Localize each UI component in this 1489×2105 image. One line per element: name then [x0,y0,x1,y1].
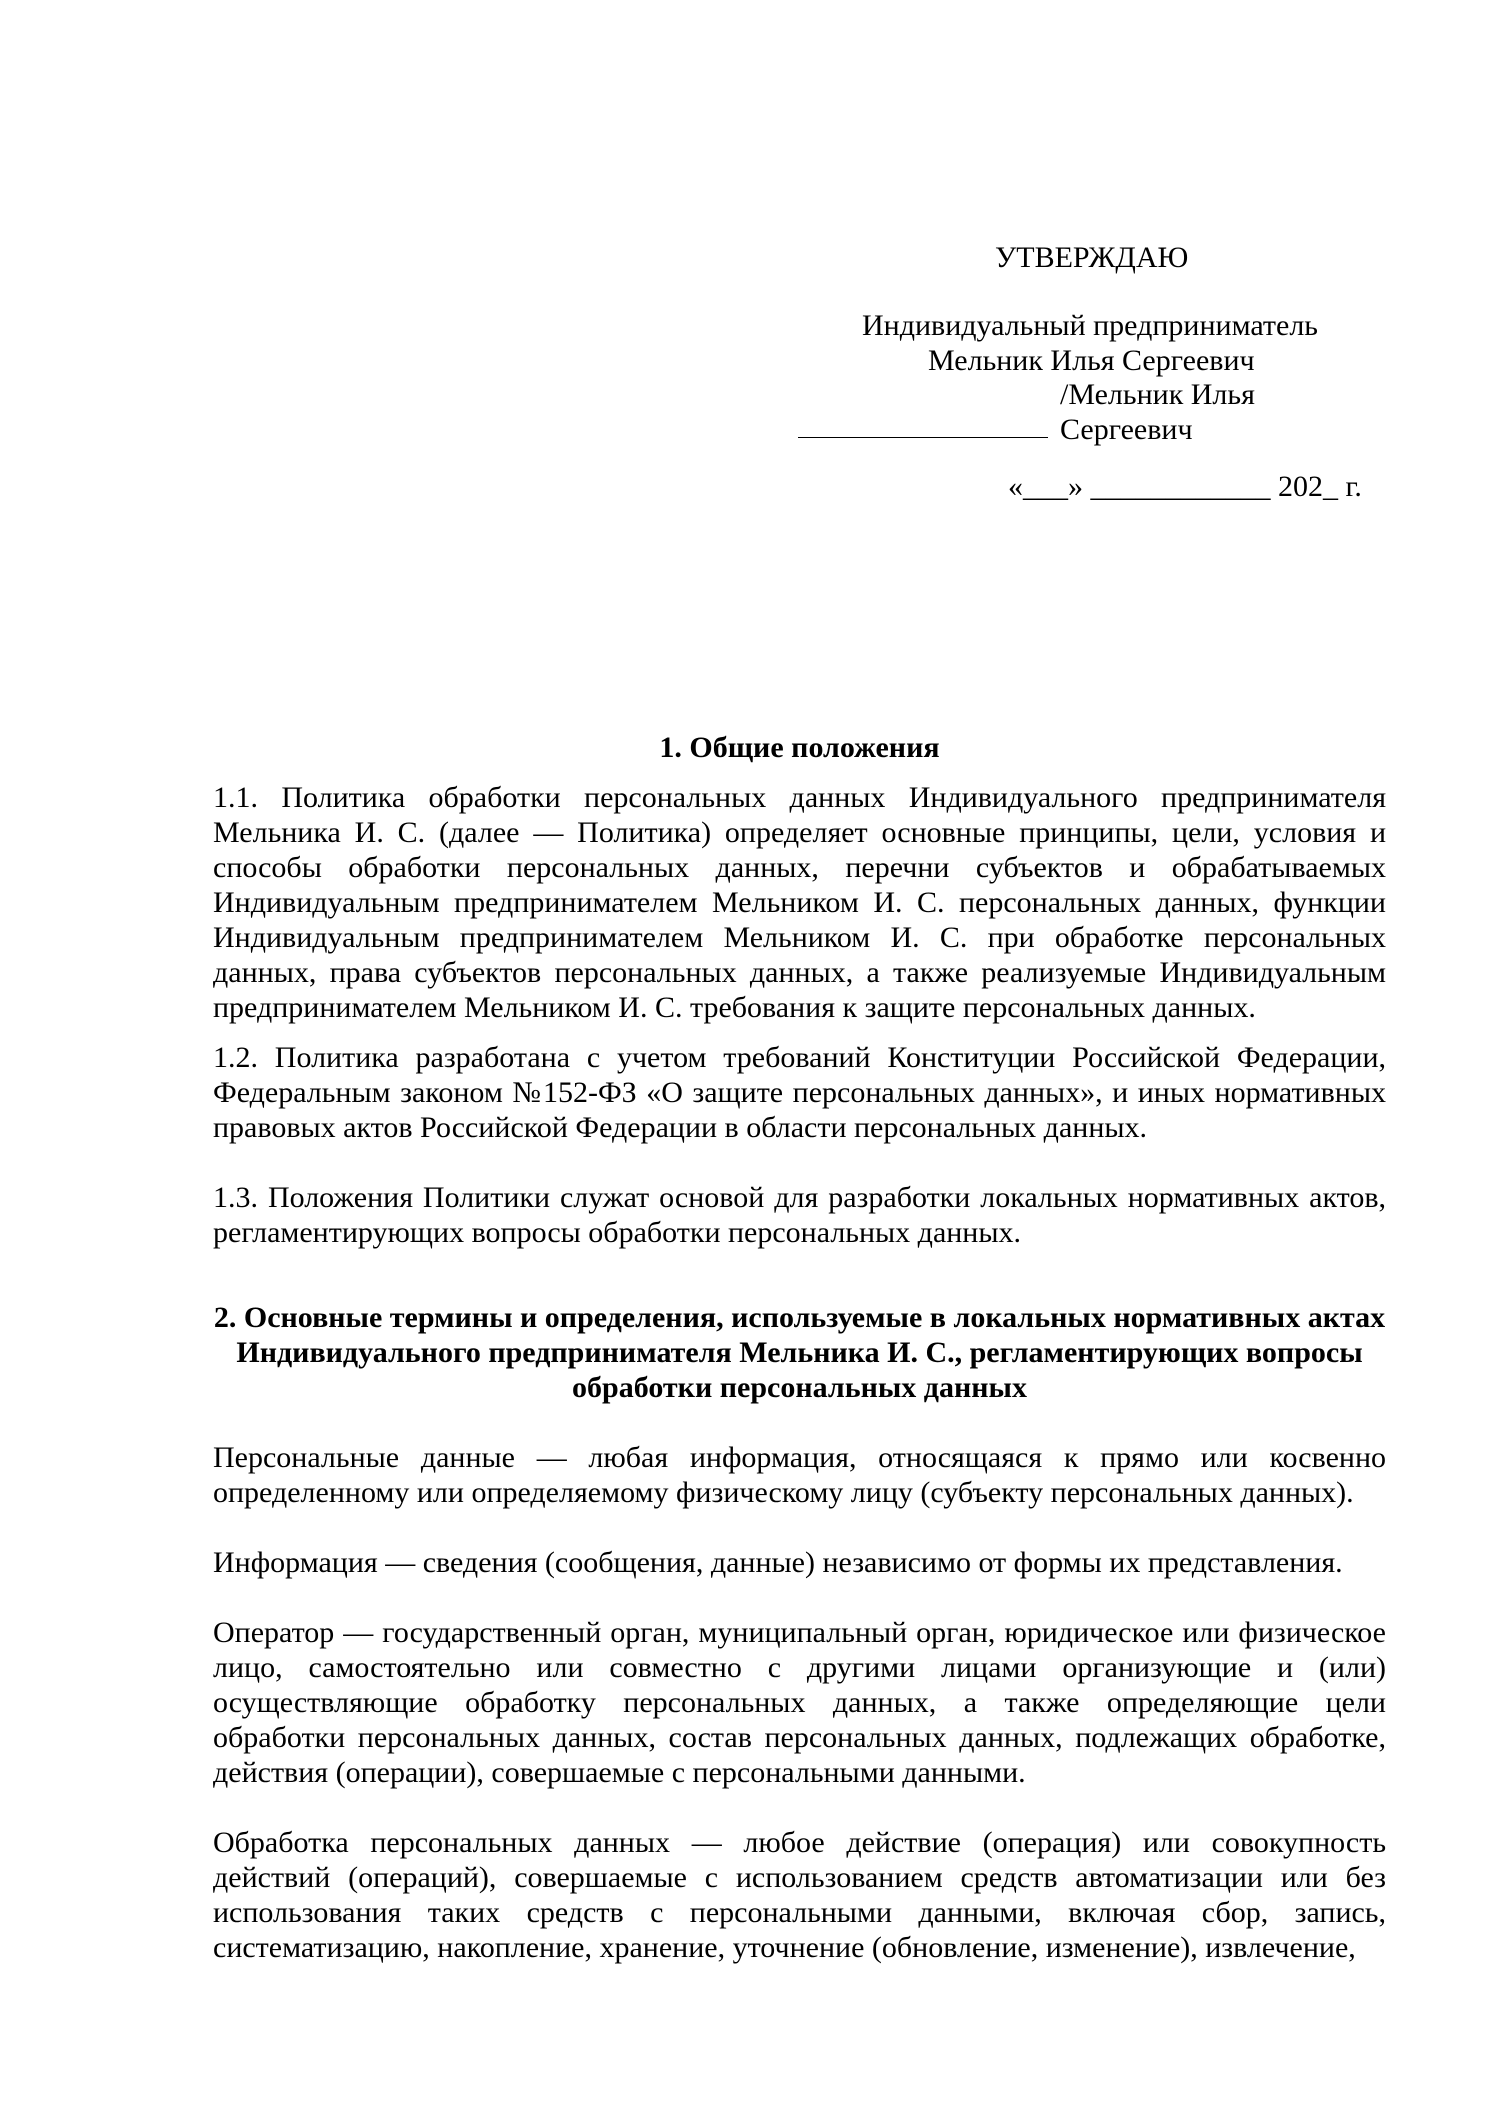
term-information: Информация — сведения (сообщения, данные) независимо от формы их представления. [213,1546,1343,1579]
term-personal-data: Персональные данные — любая информация, относящаяся к прямо или косвенно определенному или определяемому физическому лицу (субъекту персональных данных). [213,1441,1386,1509]
paragraph-1-2: 1.2. Политика разработана с учетом требований Конституции Российской Федерации, Федеральным законом №152-ФЗ «О защите персональных данных», и иных нормативных правовых актов Российской Федерации в области персональных данных. [213,1041,1386,1144]
paragraph-1-3: 1.3. Положения Политики служат основой для разработки локальных нормативных актов, регламентирующих вопросы обработки персональных данных. [213,1181,1386,1249]
term-operator: Оператор — государственный орган, муниципальный орган, юридическое или физическое лицо, самостоятельно или совместно с другими лицами организующие и (или) осуществляющие обработку персональных данных, а также определяющие цели обработки персональных данных, состав персональных данных, подлежащих обработке, действия (операции), совершаемые с персональными данными. [213,1616,1386,1789]
approval-name: Мельник Илья Сергеевич [928,344,1255,377]
approval-role: Индивидуальный предприниматель [862,309,1318,342]
signature-row [790,377,1390,452]
section-1-heading: 1. Общие положения [659,731,940,764]
approval-title: УТВЕРЖДАЮ [995,241,1189,274]
signature-name: /Мельник Илья Сергеевич [1060,378,1255,446]
signature-line [798,437,1048,438]
term-processing: Обработка персональных данных — любое действие (операция) или совокупность действий (операций), совершаемые с использованием средств автоматизации или без использования таких средств с персональными данными, включая сбор, запись, систематизацию, накопление, хранение, уточнение (обновление, изменение), извлечение, [213,1826,1386,1964]
paragraph-1-1: 1.1. Политика обработки персональных данных Индивидуального предпринимателя Мельника И. С. (далее — Политика) определяет основные принципы, цели, условия и способы обработки персональных данных, перечни субъектов и обрабатываемых Индивидуальным предпринимателем Мельником И. С. персональных данных, функции Индивидуальным предпринимателем Мельником И. С. при обработке персональных данных, права субъектов персональных данных, а также реализуемые Индивидуальным предпринимателем Мельником И. С. требования к защите персональных данных. [213,781,1386,1024]
section-2-heading: 2. Основные термины и определения, используемые в локальных нормативных актах Индивидуального предпринимателя Мельника И. С., регламентирующих вопросы обработки персональных данных [213,1301,1386,1404]
approval-date: «___» ____________ 202_ г. [1008,470,1362,503]
document-body [213,730,1386,1965]
